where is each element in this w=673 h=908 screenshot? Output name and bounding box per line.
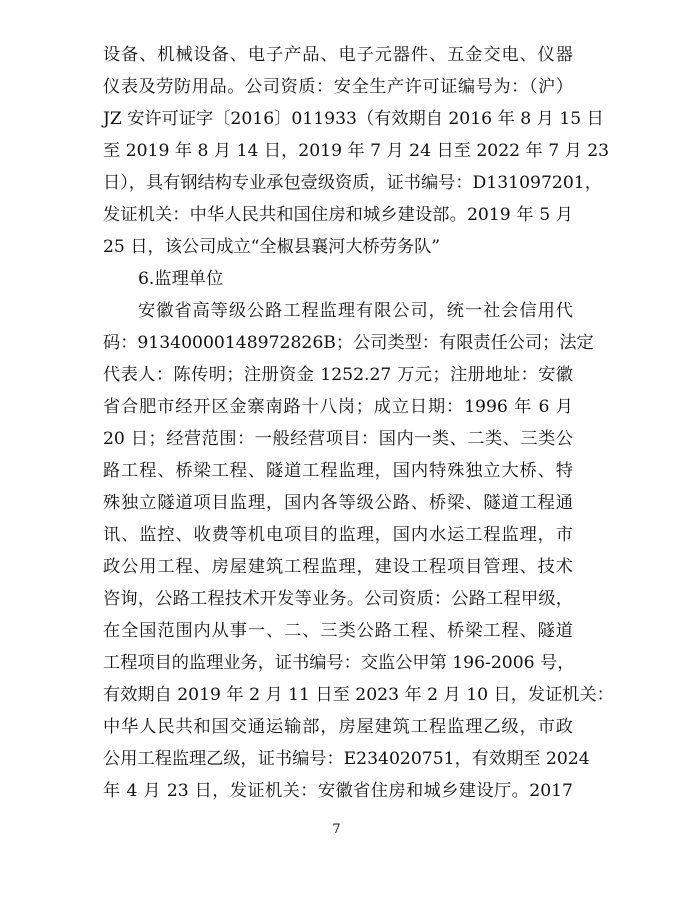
paragraph-line: 路工程、桥梁工程、隧道工程监理，国内特殊独立大桥、特 bbox=[103, 461, 573, 481]
paragraph-line: JZ 安许可证字〔2016〕011933（有效期自 2016 年 8 月 15 日 bbox=[103, 109, 604, 129]
paragraph-line: 仪表及劳防用品。公司资质：安全生产许可证编号为：（沪） bbox=[103, 77, 573, 97]
paragraph-line: 代表人：陈传明；注册资金 1252.27 万元；注册地址：安徽 bbox=[103, 365, 573, 385]
paragraph-line: 工程项目的监理业务，证书编号：交监公甲第 196-2006 号， bbox=[103, 653, 575, 673]
paragraph-line: 省合肥市经开区金寨南路十八岗；成立日期：1996 年 6 月 bbox=[103, 397, 573, 417]
paragraph-line: 设备、机械设备、电子产品、电子元器件、五金交电、仪器 bbox=[103, 45, 573, 65]
paragraph-line: 公用工程监理乙级，证书编号：E234020751，有效期至 2024 bbox=[103, 749, 590, 769]
paragraph-line: 殊独立隧道项目监理，国内各等级公路、桥梁、隧道工程通 bbox=[103, 493, 573, 513]
paragraph-line: 码：91340000148972826B；公司类型：有限责任公司；法定 bbox=[103, 333, 594, 353]
paragraph-line: 20 日；经营范围：一般经营项目：国内一类、二类、三类公 bbox=[103, 429, 573, 449]
page-number: 7 bbox=[332, 822, 341, 837]
paragraph-line: 讯、监控、收费等机电项目的监理，国内水运工程监理，市 bbox=[103, 525, 573, 545]
paragraph-line: 咨询，公路工程技术开发等业务。公司资质：公路工程甲级， bbox=[103, 589, 573, 609]
paragraph-line: 中华人民共和国交通运输部，房屋建筑工程监理乙级，市政 bbox=[103, 717, 573, 737]
paragraph-line: 政公用工程、房屋建筑工程监理，建设工程项目管理、技术 bbox=[103, 557, 573, 577]
paragraph-line: 日），具有钢结构专业承包壹级资质，证书编号：D131097201， bbox=[103, 173, 602, 193]
paragraph-line: 安徽省高等级公路工程监理有限公司，统一社会信用代 bbox=[138, 301, 573, 321]
paragraph-line: 至 2019 年 8 月 14 日，2019 年 7 月 24 日至 2022 年 7 月 23 bbox=[103, 141, 610, 161]
section-heading: 6.监理单位 bbox=[138, 269, 224, 289]
paragraph-line: 发证机关：中华人民共和国住房和城乡建设部。2019 年 5 月 bbox=[103, 205, 573, 225]
paragraph-line: 在全国范围内从事一、二、三类公路工程、桥梁工程、隧道 bbox=[103, 621, 573, 641]
paragraph-line: 有效期自 2019 年 2 月 11 日至 2023 年 2 月 10 日，发证机关： bbox=[103, 685, 614, 705]
paragraph-line: 25 日，该公司成立“全椒县襄河大桥劳务队” bbox=[103, 237, 441, 257]
paragraph-line: 年 4 月 23 日，发证机关：安徽省住房和城乡建设厅。2017 bbox=[103, 781, 573, 801]
